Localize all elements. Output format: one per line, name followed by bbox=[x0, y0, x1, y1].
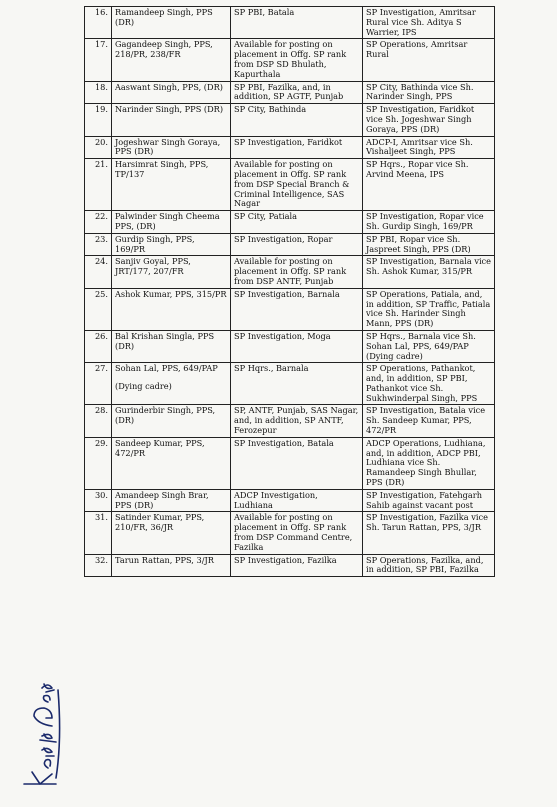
serial-number-text: 32. bbox=[94, 554, 108, 565]
present-posting-text: Available for posting on placement in Offg. SP rank from DSP Special Branch & Criminal Intelligence, SAS Nagar bbox=[234, 159, 350, 209]
present-posting bbox=[231, 288, 363, 330]
serial-number bbox=[85, 104, 112, 136]
table-row bbox=[85, 136, 495, 159]
serial-number bbox=[85, 330, 112, 362]
present-posting-text: ADCP Investigation, Ludhiana bbox=[234, 489, 318, 510]
serial-number bbox=[85, 437, 112, 489]
present-posting bbox=[231, 512, 363, 554]
officer-name-text: Sandeep Kumar, PPS, 472/PR bbox=[115, 437, 205, 458]
table-row bbox=[85, 437, 495, 489]
serial-number-text: 27. bbox=[94, 363, 108, 374]
serial-number bbox=[85, 81, 112, 104]
serial-number-text: 25. bbox=[94, 288, 108, 299]
officer-name-text: Gurinderbir Singh, PPS, (DR) bbox=[115, 405, 216, 426]
table-row bbox=[85, 405, 495, 437]
present-posting-text: Available for posting on placement in Offg. SP rank from DSP Command Centre, Fazilka bbox=[234, 512, 353, 552]
table-row bbox=[85, 512, 495, 554]
present-posting-text: Available for posting on placement in Offg. SP rank from DSP ANTF, Punjab bbox=[234, 256, 347, 286]
officer-name bbox=[112, 405, 231, 437]
officer-name bbox=[112, 7, 231, 39]
table-row bbox=[85, 7, 495, 39]
new-posting-text: SP Investigation, Barnala vice Sh. Ashok Kumar, 315/PR bbox=[366, 256, 491, 277]
new-posting bbox=[363, 554, 495, 577]
officer-name-text: Aaswant Singh, PPS, (DR) bbox=[115, 81, 223, 92]
officer-name-text: Tarun Rattan, PPS, 3/JR bbox=[115, 554, 214, 565]
officer-name bbox=[112, 233, 231, 256]
new-posting-text: SP Operations, Patiala, and, in addition, SP Traffic, Patiala vice Sh. Harinder Singh Mann, PPS (DR) bbox=[366, 288, 491, 329]
new-posting-text: SP Investigation, Ropar vice Sh. Gurdip Singh, 169/PR bbox=[366, 211, 484, 231]
new-posting-text: SP Investigation, Amritsar Rural vice Sh. Aditya S Warrier, IPS bbox=[366, 7, 476, 37]
serial-number-text: 28. bbox=[94, 405, 108, 416]
new-posting-text: SP Operations, Amritsar Rural bbox=[366, 39, 468, 60]
serial-number-text: 19. bbox=[94, 104, 108, 115]
new-posting bbox=[363, 211, 495, 234]
table-row bbox=[85, 104, 495, 136]
present-posting bbox=[231, 104, 363, 136]
officer-name bbox=[112, 437, 231, 489]
officer-name-text: Gurdip Singh, PPS, 169/PR bbox=[115, 233, 195, 254]
present-posting-text: SP PBI, Fazilka, and, in addition, SP AGTF, Punjab bbox=[234, 81, 344, 102]
new-posting-text: SP Hqrs., Barnala vice Sh. Sohan Lal, PPS, 649/PAP (Dying cadre) bbox=[366, 330, 476, 361]
serial-number bbox=[85, 489, 112, 512]
serial-number bbox=[85, 136, 112, 159]
new-posting bbox=[363, 136, 495, 159]
officer-name bbox=[112, 104, 231, 136]
signature-image bbox=[12, 680, 72, 790]
officer-name bbox=[112, 288, 231, 330]
cadre-note: (Dying cadre) bbox=[115, 381, 172, 392]
serial-number bbox=[85, 363, 112, 405]
new-posting bbox=[363, 363, 495, 405]
officer-name bbox=[112, 159, 231, 211]
present-posting bbox=[231, 330, 363, 362]
officer-name bbox=[112, 363, 231, 405]
table-row bbox=[85, 211, 495, 234]
new-posting-text: SP Investigation, Fazilka vice Sh. Tarun Rattan, PPS, 3/JR bbox=[366, 512, 488, 533]
new-posting bbox=[363, 39, 495, 81]
officer-name bbox=[112, 256, 231, 288]
serial-number-text: 30. bbox=[94, 489, 108, 500]
serial-number bbox=[85, 512, 112, 554]
new-posting-text: SP Investigation, Fatehgarh Sahib against vacant post bbox=[366, 489, 482, 510]
table-row bbox=[85, 81, 495, 104]
new-posting bbox=[363, 512, 495, 554]
officer-name-text: Jogeshwar Singh Goraya, PPS (DR) bbox=[115, 136, 221, 157]
present-posting bbox=[231, 554, 363, 577]
serial-number-text: 26. bbox=[94, 330, 108, 341]
table-row bbox=[85, 39, 495, 81]
present-posting bbox=[231, 489, 363, 512]
present-posting-text: SP Investigation, Barnala bbox=[234, 288, 340, 299]
present-posting bbox=[231, 405, 363, 437]
officer-name-text: Narinder Singh, PPS (DR) bbox=[115, 104, 224, 115]
table-row bbox=[85, 554, 495, 577]
officer-name bbox=[112, 512, 231, 554]
officer-name bbox=[112, 330, 231, 362]
present-posting bbox=[231, 437, 363, 489]
new-posting bbox=[363, 7, 495, 39]
officer-name-text: Harsimrat Singh, PPS, TP/137 bbox=[115, 159, 209, 179]
serial-number-text: 20. bbox=[94, 136, 108, 147]
serial-number-text: 31. bbox=[94, 512, 108, 523]
serial-number-text: 17. bbox=[94, 39, 108, 50]
new-posting-text: ADCP-I, Amritsar vice Sh. Vishaljeet Singh, PPS bbox=[366, 136, 473, 157]
transfer-orders-table bbox=[84, 6, 495, 577]
new-posting-text: SP Investigation, Batala vice Sh. Sandeep Kumar, PPS, 472/PR bbox=[366, 405, 486, 436]
new-posting bbox=[363, 256, 495, 288]
new-posting bbox=[363, 104, 495, 136]
present-posting-text: SP, ANTF, Punjab, SAS Nagar, and, in addition, SP ANTF, Ferozepur bbox=[234, 405, 359, 436]
present-posting bbox=[231, 233, 363, 256]
officer-name-text: Ramandeep Singh, PPS (DR) bbox=[115, 7, 213, 27]
serial-number-text: 23. bbox=[94, 233, 108, 244]
new-posting bbox=[363, 330, 495, 362]
table-row bbox=[85, 233, 495, 256]
officer-name bbox=[112, 489, 231, 512]
serial-number bbox=[85, 7, 112, 39]
officer-name bbox=[112, 554, 231, 577]
table-row bbox=[85, 363, 495, 405]
present-posting-text: SP Investigation, Batala bbox=[234, 437, 334, 448]
serial-number-text: 22. bbox=[94, 211, 108, 222]
present-posting-text: SP Investigation, Ropar bbox=[234, 233, 333, 244]
serial-number-text: 29. bbox=[94, 437, 108, 448]
officer-name-text: Palwinder Singh Cheema PPS, (DR) bbox=[115, 211, 220, 231]
present-posting bbox=[231, 81, 363, 104]
table-body bbox=[85, 7, 495, 577]
serial-number bbox=[85, 233, 112, 256]
present-posting bbox=[231, 256, 363, 288]
serial-number bbox=[85, 159, 112, 211]
new-posting bbox=[363, 405, 495, 437]
present-posting-text: SP City, Patiala bbox=[234, 211, 297, 222]
table-row bbox=[85, 288, 495, 330]
new-posting-text: SP Hqrs., Ropar vice Sh. Arvind Meena, IPS bbox=[366, 159, 469, 179]
officer-name bbox=[112, 39, 231, 81]
present-posting-text: SP Hqrs., Barnala bbox=[234, 363, 309, 374]
serial-number bbox=[85, 288, 112, 330]
new-posting bbox=[363, 159, 495, 211]
present-posting bbox=[231, 363, 363, 405]
new-posting-text: SP City, Bathinda vice Sh. Narinder Singh, PPS bbox=[366, 81, 474, 102]
serial-number bbox=[85, 39, 112, 81]
new-posting bbox=[363, 81, 495, 104]
officer-name bbox=[112, 136, 231, 159]
serial-number bbox=[85, 405, 112, 437]
officer-name-text: Sohan Lal, PPS, 649/PAP bbox=[115, 363, 218, 374]
new-posting bbox=[363, 233, 495, 256]
present-posting-text: SP Investigation, Faridkot bbox=[234, 136, 343, 147]
present-posting bbox=[231, 39, 363, 81]
officer-name-text: Amandeep Singh Brar, PPS (DR) bbox=[115, 489, 209, 510]
present-posting-text: Available for posting on placement in Offg. SP rank from DSP SD Bhulath, Kapurthala bbox=[234, 39, 347, 79]
serial-number-text: 21. bbox=[94, 159, 108, 170]
table-row bbox=[85, 256, 495, 288]
table-row bbox=[85, 330, 495, 362]
table-row bbox=[85, 159, 495, 211]
officer-name-text: Sanjiv Goyal, PPS, JRT/177, 207/FR bbox=[115, 256, 191, 277]
officer-name-text: Gagandeep Singh, PPS, 218/PR, 238/FR bbox=[115, 39, 213, 60]
new-posting bbox=[363, 437, 495, 489]
present-posting bbox=[231, 136, 363, 159]
officer-name bbox=[112, 211, 231, 234]
present-posting bbox=[231, 159, 363, 211]
present-posting bbox=[231, 211, 363, 234]
new-posting-text: SP Investigation, Faridkot vice Sh. Jogeshwar Singh Goraya, PPS (DR) bbox=[366, 104, 475, 134]
present-posting bbox=[231, 7, 363, 39]
new-posting-text: SP PBI, Ropar vice Sh. Jaspreet Singh, PPS (DR) bbox=[366, 233, 471, 254]
table-row bbox=[85, 489, 495, 512]
officer-name-text: Satinder Kumar, PPS, 210/FR, 36/JR bbox=[115, 512, 205, 533]
present-posting-text: SP City, Bathinda bbox=[234, 104, 307, 115]
serial-number-text: 16. bbox=[94, 7, 108, 17]
present-posting-text: SP PBI, Batala bbox=[234, 7, 295, 17]
serial-number bbox=[85, 256, 112, 288]
new-posting-text: ADCP Operations, Ludhiana, and, in addition, ADCP PBI, Ludhiana vice Sh. Ramandeep Singh Bhullar, PPS (DR) bbox=[366, 437, 486, 488]
new-posting bbox=[363, 489, 495, 512]
officer-name-text: Bal Krishan Singla, PPS (DR) bbox=[115, 330, 215, 351]
officer-name-text: Ashok Kumar, PPS, 315/PR bbox=[115, 288, 227, 299]
serial-number-text: 24. bbox=[94, 256, 108, 267]
present-posting-text: SP Investigation, Fazilka bbox=[234, 554, 337, 565]
present-posting-text: SP Investigation, Moga bbox=[234, 330, 331, 341]
officer-name bbox=[112, 81, 231, 104]
new-posting-text: SP Operations, Pathankot, and, in addition, SP PBI, Pathankot vice Sh. Sukhwinderpal Singh, PPS bbox=[366, 363, 478, 403]
new-posting bbox=[363, 288, 495, 330]
serial-number bbox=[85, 211, 112, 234]
new-posting-text: SP Operations, Fazilka, and, in addition, SP PBI, Fazilka bbox=[366, 554, 484, 575]
serial-number-text: 18. bbox=[94, 81, 108, 92]
serial-number bbox=[85, 554, 112, 577]
